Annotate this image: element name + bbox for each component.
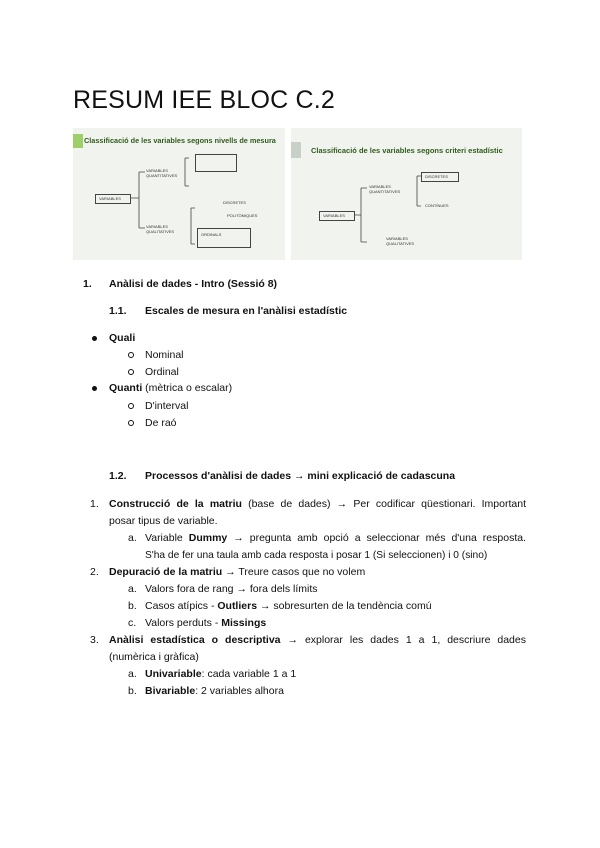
item-bold: Depuració de la matriu	[109, 566, 223, 578]
section-1-number: 1.	[83, 278, 92, 290]
diagram-caption: Classificació de les variables segons criteri estadístic	[311, 146, 503, 155]
diagram-politomiques: POLITÒMIQUES	[227, 213, 258, 218]
sub-bold: Bivariable	[145, 685, 196, 697]
diagram-variables-label: VARIABLES	[323, 213, 345, 218]
quanti-item: De raó	[145, 417, 177, 429]
sub-pre: Casos atípics -	[145, 600, 218, 612]
quanti-item: D'interval	[145, 400, 189, 412]
item-bold: Anàlisi estadística o descriptiva	[109, 634, 281, 646]
item-line	[109, 566, 365, 579]
sub-line	[145, 532, 526, 545]
sub-bullet	[128, 352, 134, 358]
sub-letter: b.	[128, 600, 137, 612]
sub-rest: → sobresurten de la tendència comú	[257, 600, 432, 612]
sub-rest: → pregunta amb opció a seleccionar més d'una resposta.	[227, 532, 526, 544]
sub-letter: a.	[128, 583, 137, 595]
quali-label: Quali	[109, 332, 136, 344]
diagram-continues: CONTÍNUES	[425, 203, 449, 208]
sub-pre: Variable	[145, 532, 189, 544]
diagram-ordinals-box	[197, 228, 251, 248]
item-number: 2.	[90, 566, 99, 578]
sub-bullet	[128, 420, 134, 426]
sub-letter: b.	[128, 685, 137, 697]
sub-bold: Outliers	[217, 600, 258, 612]
sub-line	[145, 685, 284, 698]
item-number: 1.	[90, 498, 99, 510]
sub-pre: Valors perduts -	[145, 617, 222, 629]
section-1-title: Anàlisi de dades - Intro (Sessió 8)	[109, 278, 278, 290]
diagram-quantitatives: VARIABLES QUANTITATIVES	[146, 168, 178, 178]
diagram-caption: Classificació de les variables segons nivells de mesura	[84, 136, 276, 145]
quanti-line	[109, 382, 232, 395]
diagram-measurement-levels	[73, 128, 285, 260]
diagram-discretes: DISCRETES	[425, 174, 448, 179]
diagram-box-top	[195, 154, 237, 172]
diagram-discretes: DISCRETES	[223, 200, 246, 205]
item-line	[109, 634, 526, 647]
item-bold: Construcció de la matriu	[109, 498, 242, 510]
sub-bold: Univariable	[145, 668, 202, 680]
sub-letter: a.	[128, 532, 137, 544]
quanti-suffix: (mètrica o escalar)	[142, 382, 233, 394]
item-rest: → Treure casos que no volem	[222, 566, 366, 578]
item-number: 3.	[90, 634, 99, 646]
quanti-label: Quanti	[109, 382, 143, 394]
sub-bold: Dummy	[188, 532, 228, 544]
page-title: RESUM IEE BLOC C.2	[73, 86, 335, 114]
bullet	[92, 336, 97, 341]
sub-line	[145, 617, 266, 630]
sub-rest: : cada variable 1 a 1	[201, 668, 297, 680]
sub-line: Valors fora de rang → fora dels límits	[145, 583, 318, 595]
diagram-quantitatives: VARIABLES QUANTITATIVES	[369, 184, 401, 194]
quali-item: Nominal	[145, 349, 184, 361]
quali-item: Ordinal	[145, 366, 179, 378]
sub-line	[145, 668, 296, 681]
sub-rest: : 2 variables alhora	[195, 685, 284, 697]
item-line-2: (numèrica i gràfica)	[109, 651, 199, 663]
sub-letter: a.	[128, 668, 137, 680]
sub-line-2: S'ha de fer una taula amb cada resposta i posar 1 (Si seleccionen) i 0 (sino)	[145, 550, 488, 561]
sub-bullet	[128, 403, 134, 409]
diagram-qualitatives: VARIABLES QUALITATIVES	[386, 236, 415, 246]
diagram-ordinals: ORDINALS	[201, 232, 222, 237]
section-1-2-number: 1.2.	[109, 470, 127, 482]
sub-bullet	[128, 369, 134, 375]
section-1-1-title: Escales de mesura en l'anàlisi estadístic	[145, 305, 348, 317]
diagram-statistical-criteria	[291, 128, 522, 260]
item-rest: (base de dades) → Per codificar qüestionari. Important	[241, 498, 526, 510]
sub-bold: Missings	[221, 617, 267, 629]
diagram-connectors	[73, 128, 285, 260]
item-rest: → explorar les dades 1 a 1, descriure dades	[280, 634, 526, 646]
section-1-2-title: Processos d'anàlisi de dades → mini explicació de cadascuna	[145, 470, 456, 482]
diagram-variables-label: VARIABLES	[99, 196, 121, 201]
sub-line	[145, 600, 432, 613]
diagram-qualitatives: VARIABLES QUALITATIVES	[146, 224, 175, 234]
item-line	[109, 498, 526, 511]
sub-letter: c.	[128, 617, 137, 629]
item-line-2: posar tipus de variable.	[109, 515, 218, 527]
bullet	[92, 386, 97, 391]
section-1-1-number: 1.1.	[109, 305, 127, 317]
